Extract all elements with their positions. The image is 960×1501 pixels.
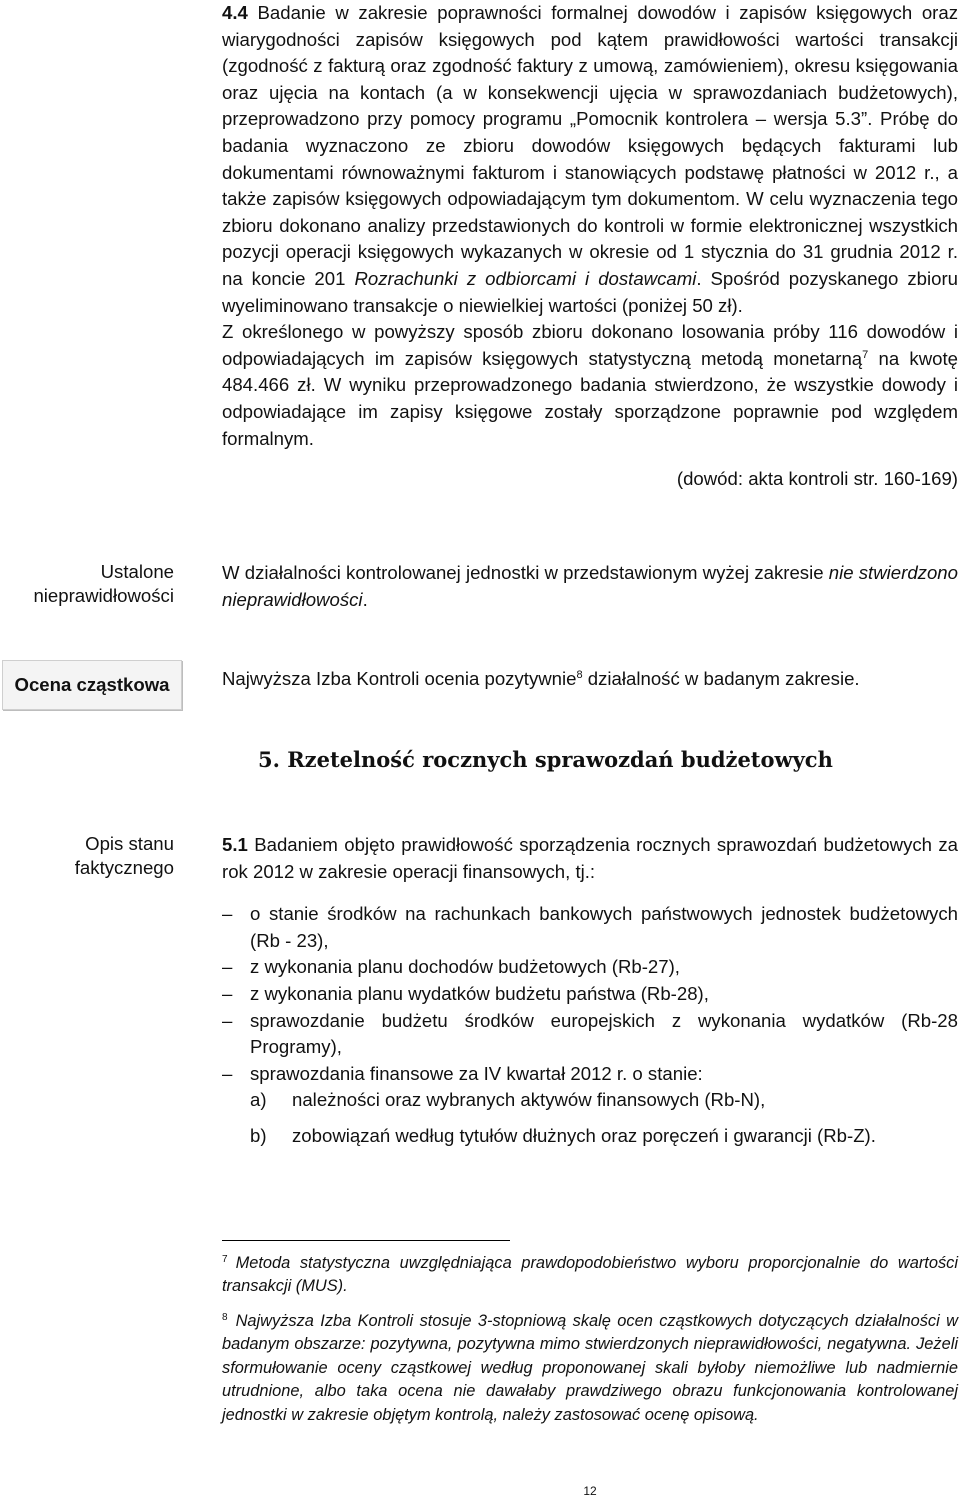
irregularities-text: W działalności kontrolowanej jednostki w przedstawionym wyżej zakresie nie stwierdzono nieprawidłowości.: [222, 562, 958, 610]
footnote-separator: [222, 1240, 510, 1241]
list-item: a) należności oraz wybranych aktywów finansowych (Rb-N),: [250, 1089, 766, 1111]
sub-report-list: [250, 1087, 958, 1149]
subsection-number: 5.1: [222, 834, 248, 855]
factual-state-body: [222, 832, 958, 1159]
section-4-4-body: [222, 0, 958, 493]
list-item: – o stanie środków na rachunkach bankowych państwowych jednostek budżetowych (Rb - 23),: [222, 901, 958, 954]
footnote-8: $^8$ Najwyższa Izba Kontroli stosuje 3-stopniową skalę ocen cząstkowych dotyczących działalności w badanym obszarze: pozytywna, pozytywna mimo stwierdzonych nieprawidłowości, negatywna. Jeżeli sformułowanie oceny cząstkowej według proponowanej skali byłoby niemożliwe lub nadmiernie utrudnione, albo taka ocena nie dawałaby prawdziwego obrazu funkcjonowania kontrolowanej jednostki w zakresie objętym kontrolą, należy zastosować ocenę opisową.: [222, 1311, 958, 1424]
account-name: Rozrachunki z odbiorcami i dostawcami: [354, 267, 697, 289]
section-4-4-paragraph-2: Z określonego w powyższy sposób zbioru dokonano losowania próby 116 dowodów i odpowiadających im zapisów księgowych statystyczną metodą monetarną$^7$ na kwotę 484.466 zł. W wyniku przeprowadzonego badania stwierdzono, że wszystkie dowody i odpowiadające im zapisy księgowe zostały sporządzone poprawnie pod względem formalnym.: [222, 321, 958, 449]
footnote-ref-8[interactable]: 8: [576, 668, 583, 681]
footnote-7: $^7$ Metoda statystyczna uwzględniająca prawdopodobieństwo wyboru proporcjonalnie do wartości transakcji (MUS).: [222, 1253, 958, 1296]
section-number: 4.4: [222, 2, 248, 23]
partial-assessment-text: Najwyższa Izba Kontroli ocenia pozytywnie$^8$ działalność w badanym zakresie.: [222, 668, 860, 689]
list-item: b) zobowiązań według tytułów dłużnych oraz poręczeń i gwarancji (Rb-Z).: [250, 1124, 876, 1146]
factual-state-label: Opis stanu faktycznego: [74, 833, 174, 878]
page-number: 12: [583, 1484, 597, 1498]
footnote-ref-7[interactable]: 7: [862, 348, 869, 361]
section-5-heading: 5. Rzetelność rocznych sprawozdań budżetowych: [258, 747, 833, 772]
list-item: – sprawozdania finansowe za IV kwartał 2012 r. o stanie:: [222, 1061, 958, 1088]
report-list: [222, 901, 958, 1087]
partial-assessment-label: Ocena cząstkowa: [2, 660, 182, 710]
list-item: – z wykonania planu wydatków budżetu państwa (Rb-28),: [222, 981, 958, 1008]
list-item: – sprawozdanie budżetu środków europejskich z wykonania wydatków (Rb-28 Programy),: [222, 1008, 958, 1061]
irregularities-label: Ustalone nieprawidłowości: [33, 561, 174, 606]
section-4-4-paragraph-1: 4.4 Badanie w zakresie poprawności formalnej dowodów i zapisów księgowych oraz wiarygodności zapisów księgowych pod kątem prawidłowości wartości transakcji (zgodność z fakturą oraz zgodność faktury z umową, zamówieniem), okresu księgowania oraz ujęcia na kontach (a w konsekwencji ujęcia w sprawozdaniach budżetowych), przeprowadzono przy pomocy programu „Pomocnik kontrolera – wersja 5.3”. Próbę do badania wyznaczono ze zbioru dowodów księgowych będących fakturami lub dokumentami równoważnymi fakturom i stanowiących podstawę płatności w 2012 r., a także zapisów księgowych odpowiadającym tym dokumentom. W celu wyznaczenia tego zbioru dokonano analizy przedstawionych do kontroli w formie elektronicznej wszystkich pozycji operacji księgowych wykazanych w okresie od 1 stycznia do 31 grudnia 2012 r. na koncie 201 Rozrachunki z odbiorcami i dostawcami. Spośród pozyskanego zbioru wyeliminowano transakcje o niewielkiej wartości (poniżej 50 zł).: [222, 2, 958, 316]
evidence-reference: (dowód: akta kontroli str. 160-169): [676, 468, 958, 490]
list-item: – z wykonania planu dochodów budżetowych (Rb-27),: [222, 954, 958, 981]
section-5-1-intro: 5.1 Badaniem objęto prawidłowość sporządzenia rocznych sprawozdań budżetowych za rok 2012 w zakresie operacji finansowych, tj.:: [222, 834, 958, 882]
